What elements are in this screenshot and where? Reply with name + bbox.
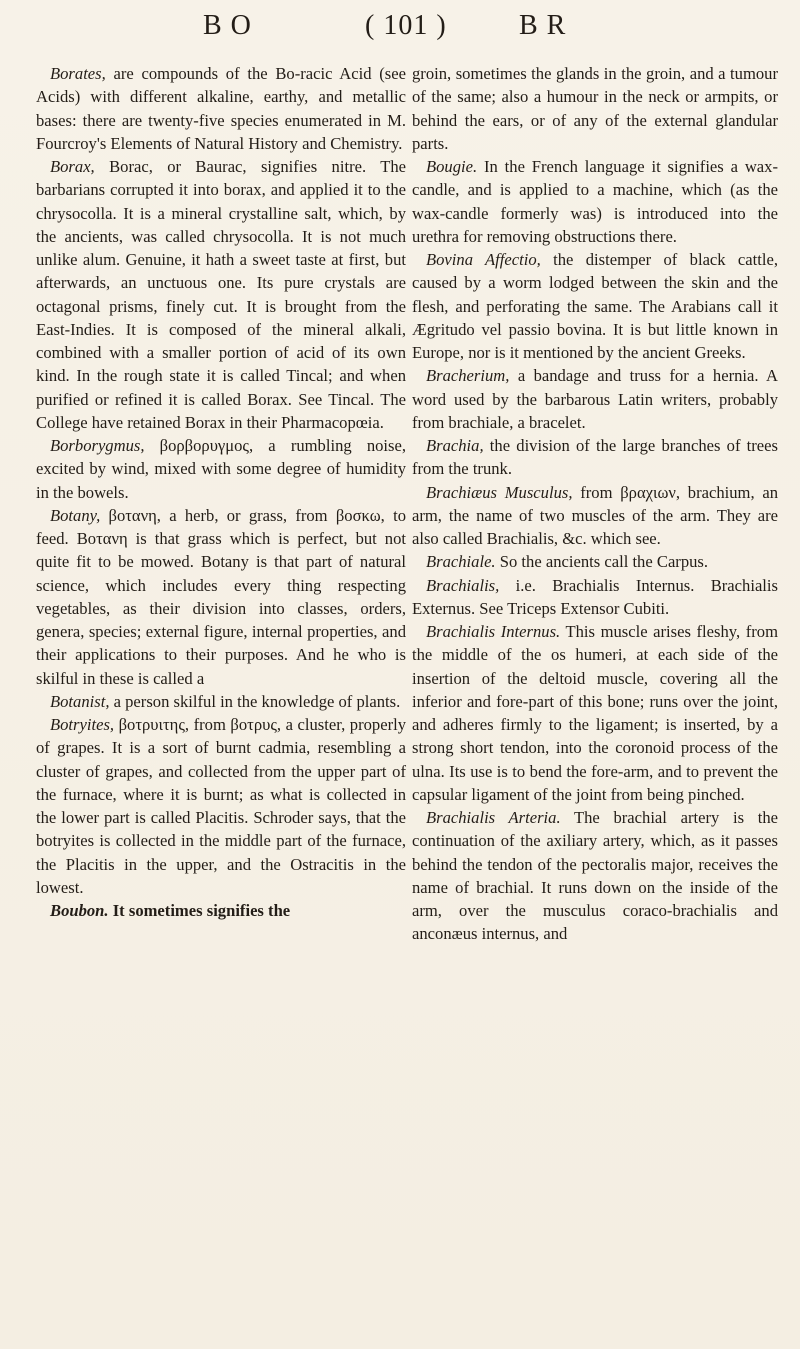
running-head-left: B O [203, 10, 252, 41]
entry-borborygmus [36, 434, 406, 504]
right-column [412, 62, 778, 946]
entry-botany [36, 504, 406, 690]
entry-brachialis [412, 574, 778, 621]
definition: So the ancients call the Carpus. [495, 552, 709, 572]
definition: βοτρυιτης, from βοτρυς, a cluster, properly of grapes. It is a sort of burnt cadmia, resembling a cluster of grapes, and collected from the upper part of the furnace, where it is burnt; as what is collected in the lower part is called Placitis. Schroder says, that the botryites is collected in the middle part of the furnace, the Placitis in the upper, and the Ostracitis in the lowest. [36, 715, 406, 897]
definition: It sometimes signifies the [108, 901, 291, 920]
definition: a person skilful in the knowledge of plants. [109, 691, 401, 711]
entry-bracherium [412, 364, 778, 434]
definition: The brachial artery is the continuation of the axiliary artery, which, as it passes behind the tendon of the pectoralis major, receives the name of brachial. It runs down on the inside of the arm, over the musculus coraco-brachialis and anconæus internus, and [412, 808, 778, 944]
entry-boubon-continued [412, 62, 778, 155]
definition: Borac, or Baurac, signifies nitre. The barbarians corrupted it into borax, and applied it to the chrysocolla. It is a mineral crystalline salt, which, by the ancients, was called chrysocolla. It is not much unlike alum. Genuine, it hath a sweet taste at first, but afterwards, an unctuous one. Its pure crystals are octagonal prisms, finely cut. It is brought from the East-Indies. It is composed of the mineral alkali, combined with a smaller portion of acid of its own kind. In the rough state it is called Tincal; and when purified or refined it is called Borax. See Tincal. The College have retained Borax in their Pharmacopœia. [36, 157, 406, 432]
entry-brachiale [412, 550, 778, 573]
entry-borates [36, 62, 406, 155]
entry-botryites [36, 713, 406, 899]
definition: a bandage and truss for a hernia. A word used by the barbarous Latin writers, probably from brachiale, a bracelet. [412, 366, 778, 432]
definition: βορβορυγμος, a rumbling noise, excited by wind, mixed with some degree of humidity in the bowels. [36, 436, 406, 502]
entry-brachia [412, 434, 778, 481]
definition: βοτανη, a herb, or grass, from βοσκω, to feed. Βοτανη is that grass which is perfect, but not quite fit to be mowed. Botany is that part of natural science, which includes every thing respecting vegetables, as their division into classes, orders, genera, species; external figure, internal properties, and their applications to their purposes. And he who is skilful in these is called a [36, 505, 406, 688]
definition: In the French language it signifies a wax-candle, and is applied to a machine, which (as the wax-candle formerly was) is introduced into the urethra for removing obstructions there. [412, 157, 778, 246]
headword: Borborygmus, [50, 436, 145, 455]
running-head [0, 10, 800, 50]
headword: Botryites, [50, 715, 115, 734]
headword: Brachialis, [426, 575, 500, 595]
headword: Brachiæus Musculus, [426, 482, 573, 502]
entry-botanist [36, 690, 406, 713]
definition: from βραχιων, brachium, an arm, the name of two muscles of the arm. They are also called Brachialis, &c. which see. [412, 482, 778, 548]
headword: Bracherium, [426, 366, 510, 386]
headword: Botanist, [50, 691, 110, 711]
headword: Brachiale. [426, 552, 496, 572]
entry-bougie [412, 155, 778, 248]
definition: are compounds of the Bo-racic Acid (see Acids) with different alkaline, earthy, and metallic bases: there are twenty-five species enumerated in M. Fourcroy's Elements of Natural History and Chemistry. [36, 64, 406, 153]
left-column [36, 62, 406, 922]
headword: Borates, [50, 64, 106, 83]
definition: groin, sometimes the glands in the groin, and a tumour of the same; also a humour in the neck or armpits, or behind the ears, or of any of the external glandular parts. [412, 64, 778, 153]
headword: Bovina Affectio, [426, 250, 541, 269]
entry-boubon [36, 899, 406, 922]
headword: Botany, [50, 505, 101, 525]
headword: Borax, [50, 157, 95, 176]
definition: i.e. Brachialis Internus. Brachialis Externus. See Triceps Extensor Cubiti. [412, 575, 778, 618]
definition: the distemper of black cattle, caused by a worm lodged between the skin and the flesh, and perforating the same. The Arabians call it Ægritudo vel passio bovina. It is but little known in Europe, nor is it mentioned by the ancient Greeks. [412, 250, 779, 362]
entry-brachialis-internus [412, 620, 778, 806]
page-number: ( 101 ) [365, 10, 447, 41]
running-head-right: B R [519, 10, 567, 41]
headword: Boubon. [50, 901, 109, 920]
entry-borax [36, 155, 406, 434]
entry-bovina-affectio [412, 248, 778, 364]
headword: Brachialis Arteria. [426, 808, 561, 827]
headword: Brachialis Internus. [426, 622, 561, 641]
definition: This muscle arises fleshy, from the middle of the os humeri, at each side of the insertion of the deltoid muscle, covering all the inferior and fore-part of this bone; runs over the joint, and adheres firmly to the ligament; is inserted, by a strong short tendon, into the coronoid process of the ulna. Its use is to bend the fore-arm, and to prevent the capsular ligament of the joint from being pinched. [412, 622, 778, 804]
entry-brachialis-arteria [412, 806, 778, 946]
entry-brachiaeus-musculus [412, 481, 778, 551]
headword: Bougie. [426, 157, 478, 176]
definition: the division of the large branches of trees from the trunk. [412, 436, 778, 479]
headword: Brachia, [426, 436, 484, 455]
